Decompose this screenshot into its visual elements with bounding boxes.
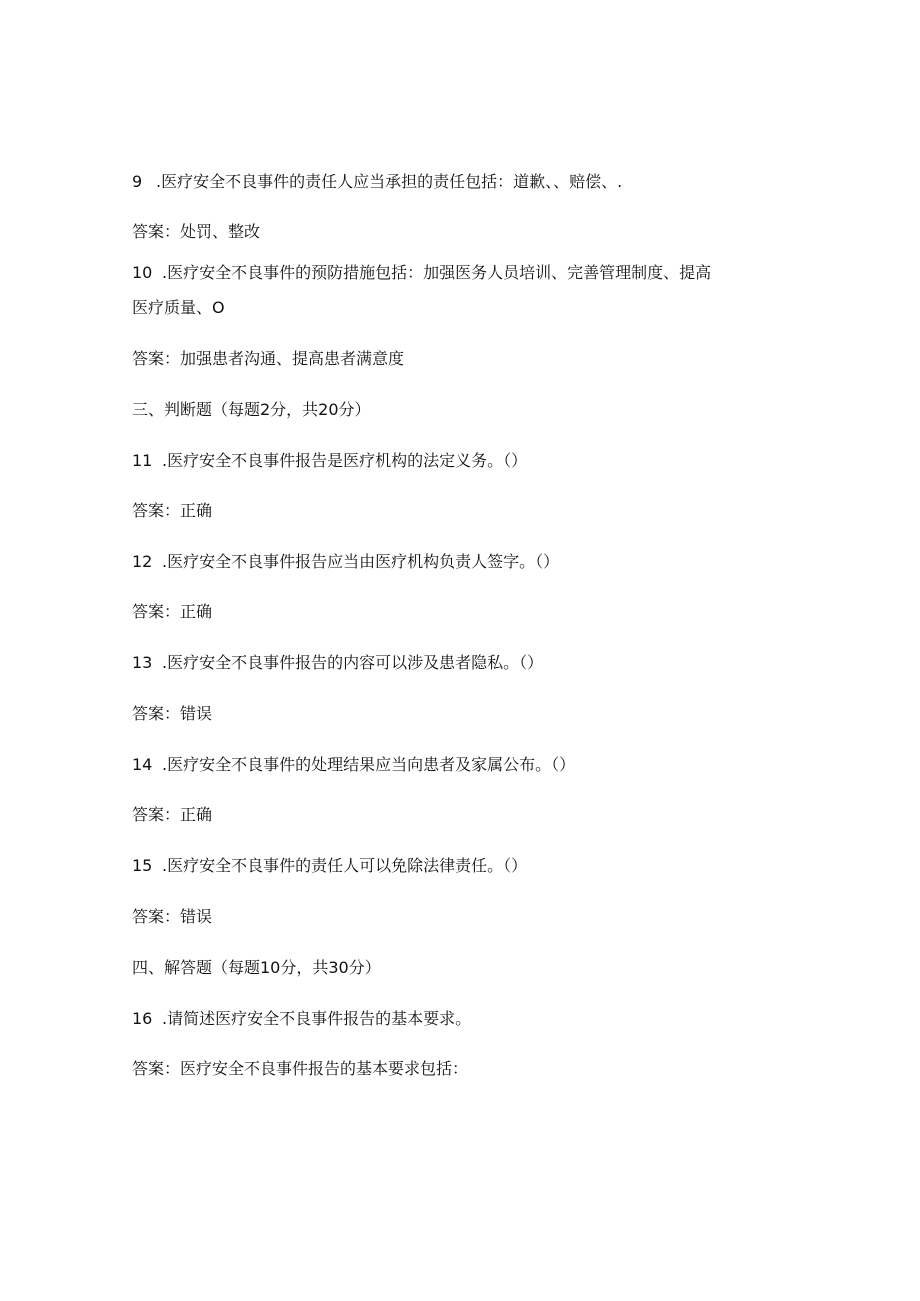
question-number: 16: [132, 1009, 153, 1028]
answer-11: 答案：正确: [132, 501, 213, 520]
answer-16: 答案：医疗安全不良事件报告的基本要求包括：: [132, 1059, 469, 1078]
question-10: [132, 262, 711, 284]
question-number: 10: [132, 263, 153, 282]
question-text: .医疗安全不良事件的责任人可以免除法律责任。（）: [162, 856, 528, 875]
answer-13: 答案：错误: [132, 704, 213, 723]
question-text: .医疗安全不良事件报告是医疗机构的法定义务。（）: [162, 451, 528, 470]
answer-10: 答案：加强患者沟通、提高患者满意度: [132, 349, 405, 368]
question-16: [132, 1008, 471, 1030]
question-14: [132, 754, 575, 776]
question-number: 9: [132, 172, 143, 191]
section-heading-judgment: 三、判断题（每题2分，共20分）: [132, 400, 371, 419]
question-text: .请简述医疗安全不良事件报告的基本要求。: [162, 1009, 472, 1028]
question-12: [132, 551, 559, 573]
question-number: 14: [132, 755, 153, 774]
answer-14: 答案：正确: [132, 805, 213, 824]
question-text: .医疗安全不良事件报告的内容可以涉及患者隐私。（）: [162, 653, 544, 672]
question-text: .医疗安全不良事件的处理结果应当向患者及家属公布。（）: [162, 755, 576, 774]
question-number: 13: [132, 653, 153, 672]
answer-15: 答案：错误: [132, 907, 213, 926]
question-text: .医疗安全不良事件的预防措施包括：加强医务人员培训、完善管理制度、提高: [162, 263, 712, 282]
answer-9: 答案：处罚、整改: [132, 222, 261, 241]
question-text: .医疗安全不良事件的责任人应当承担的责任包括：道歉、、赔偿、.: [156, 172, 623, 191]
answer-12: 答案：正确: [132, 602, 213, 621]
question-number: 12: [132, 552, 153, 571]
question-13: [132, 652, 543, 674]
question-11: [132, 450, 527, 472]
question-text: .医疗安全不良事件报告应当由医疗机构负责人签字。（）: [162, 552, 560, 571]
question-15: [132, 855, 527, 877]
question-number: 15: [132, 856, 153, 875]
question-9: [132, 171, 622, 193]
question-10-continuation: 医疗质量、O: [132, 298, 225, 317]
section-heading-short-answer: 四、解答题（每题10分，共30分）: [132, 958, 381, 977]
question-number: 11: [132, 451, 153, 470]
